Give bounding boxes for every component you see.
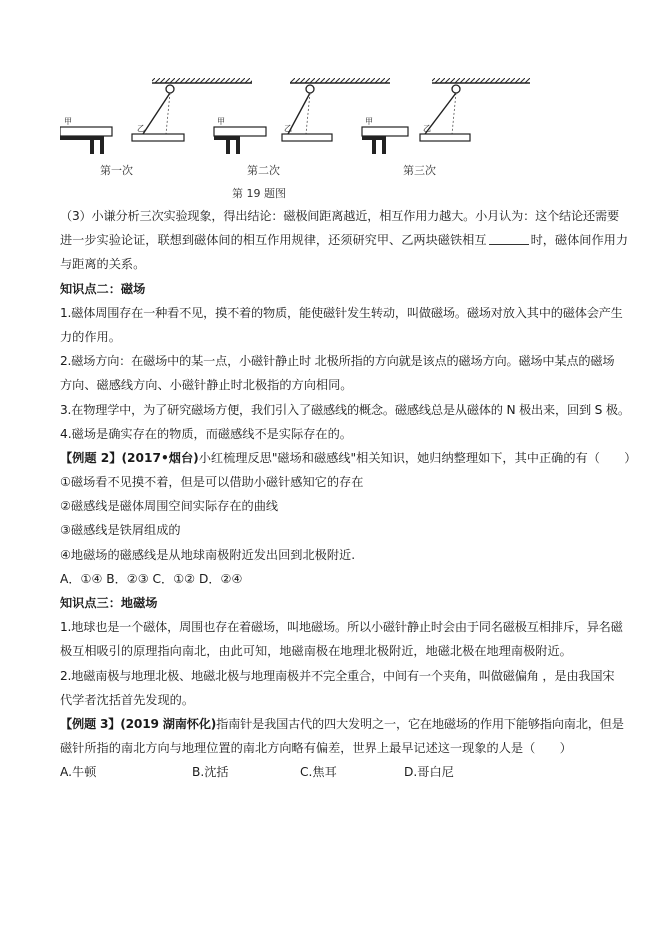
ex3-option-a: A.牛顿 — [60, 765, 97, 780]
caption-first: 第一次 — [100, 164, 133, 177]
k2-p2-b: 方向、磁感线方向、小磁针静止时北极指的方向相同。 — [60, 378, 353, 393]
setup-2 — [214, 78, 390, 154]
label-yi: 乙 — [284, 124, 292, 133]
ex2-item-3: ③磁感线是铁屑组成的 — [60, 523, 181, 538]
setup-3 — [362, 78, 530, 154]
ex2-item-2: ②磁感线是磁体周围空间实际存在的曲线 — [60, 499, 279, 514]
experiment-figure — [60, 78, 530, 206]
ex2-tag: 【例题 2】(2017•烟台) — [60, 450, 199, 465]
q3-line-2 — [60, 228, 629, 252]
k3-p2-b: 代学者沈括首先发现的。 — [60, 692, 195, 707]
setup-1 — [60, 78, 252, 154]
q3-line-1: （3）小谦分析三次实验现象，得出结论：磁极间距离越近，相互作用力越大。小月认为：这个结论还需要 — [60, 209, 619, 223]
page-body — [60, 204, 637, 785]
ex3-stem-2: 磁针所指的南北方向与地理位置的南北方向略有偏差，世界上最早记述这一现象的人是（ ） — [60, 741, 572, 756]
k3-p1-b: 极互相吸引的原理指向南北，由此可知，地磁南极在地理北极附近，地磁北极在地理南极附近。 — [60, 644, 572, 659]
ex3-stem-1 — [60, 712, 624, 736]
ex2-item-1: ①磁场看不见摸不着，但是可以借助小磁针感知它的存在 — [60, 475, 364, 490]
ex3-options — [60, 760, 620, 784]
figure-title: 第 19 题图 — [232, 187, 286, 200]
ex2-item-4: ④地磁场的磁感线是从地球南极附近发出回到北极附近. — [60, 547, 356, 562]
ex3-option-b: B.沈括 — [192, 765, 229, 780]
answer-blank — [489, 231, 529, 245]
k2-p1-a: 1.磁体周围存在一种看不见，摸不着的物质，能使磁针发生转动，叫做磁场。磁场对放入其中的磁体会产生 — [60, 305, 623, 320]
ex2-stem — [60, 446, 637, 470]
ex2-options: A．①④ B．②③ C．①② D．②④ — [60, 571, 243, 586]
label-jia: 甲 — [365, 117, 373, 126]
ex3-tag: 【例题 3】(2019 湖南怀化) — [60, 716, 217, 731]
k2-p2-a: 2.磁场方向：在磁场中的某一点，小磁针静止时 北极所指的方向就是该点的磁场方向。磁场中某点的磁场 — [60, 354, 615, 369]
label-yi: 乙 — [423, 124, 431, 133]
ex2-stem-text: 小红梳理反思"磁场和磁感线"相关知识，她归纳整理如下，其中正确的有（ ） — [198, 450, 637, 465]
ex3-stem-text: 指南针是我国古代的四大发明之一，它在地磁场的作用下能够指向南北，但是 — [216, 716, 624, 731]
ex3-option-d: D.哥白尼 — [404, 765, 454, 780]
label-jia: 甲 — [217, 117, 225, 126]
k3-p1-a: 1.地球也是一个磁体，周围也存在着磁场，叫地磁场。所以小磁针静止时会由于同名磁极互相排斥，异名磁 — [60, 620, 623, 635]
q3-line-3: 与距离的关系。 — [60, 257, 146, 272]
label-yi: 乙 — [137, 124, 145, 133]
q3-line-2-a: 进一步实验论证，联想到磁体间的相互作用规律，还须研究甲、乙两块磁铁相互 — [60, 233, 487, 248]
q3-line-2-b: 时，磁体间作用力 — [530, 233, 629, 248]
k2-p4: 4.磁场是确实存在的物质，而磁感线不是实际存在的。 — [60, 426, 352, 441]
k2-p1-b: 力的作用。 — [60, 329, 121, 344]
k2-p3: 3.在物理学中，为了研究磁场方便，我们引入了磁感线的概念。磁感线总是从磁体的 N 极出来，回到 S 极。 — [60, 402, 630, 417]
k2-heading: 知识点二：磁场 — [60, 281, 146, 296]
caption-second: 第二次 — [247, 164, 280, 177]
k3-p2-a: 2.地磁南极与地理北极、地磁北极与地理南极并不完全重合，中间有一个夹角，叫做磁偏角 ，是由我国宋 — [60, 668, 615, 683]
caption-third: 第三次 — [403, 164, 436, 177]
magnet-diagram — [60, 78, 530, 206]
label-jia: 甲 — [64, 117, 72, 126]
k3-heading: 知识点三：地磁场 — [60, 596, 158, 610]
ex3-option-c: C.焦耳 — [300, 765, 337, 780]
